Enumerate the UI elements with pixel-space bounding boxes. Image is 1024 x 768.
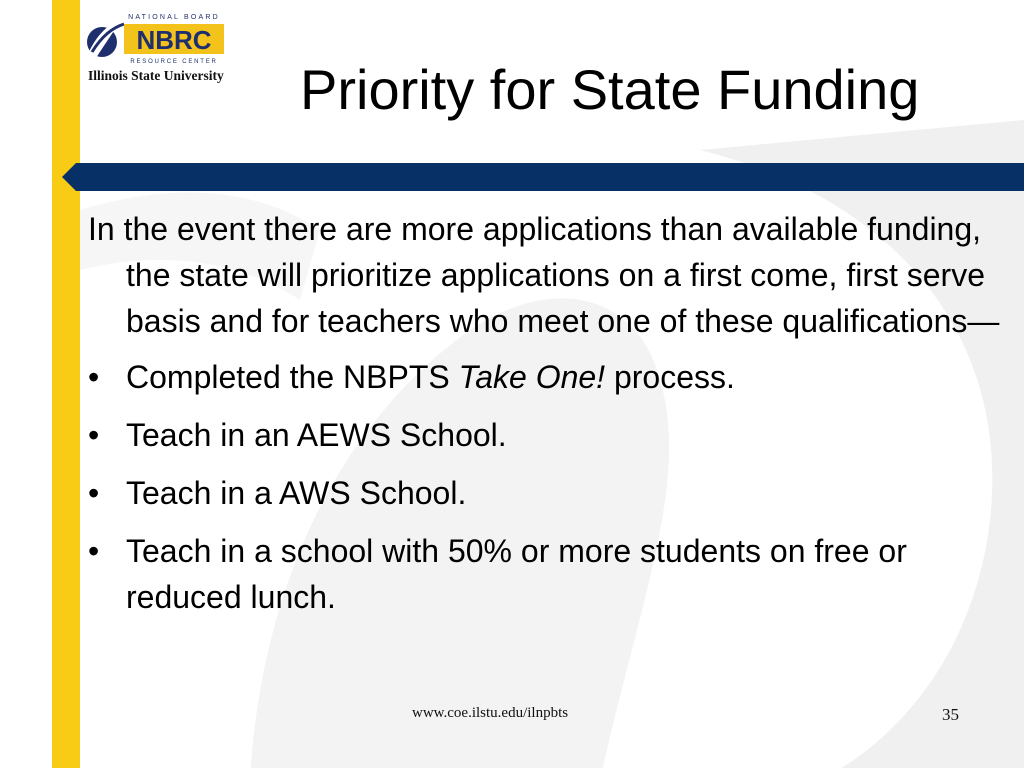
title-rule [62,163,1024,191]
list-item-text: Teach in a AWS School. [126,475,467,511]
nbrc-logo [82,0,262,88]
list-item-text: process. [605,359,735,395]
bullet-glyph: • [88,417,100,453]
list-item [88,412,1008,458]
list-item [88,528,1008,620]
logo-mark-text: NBRC [136,25,212,55]
body-content [88,206,1008,632]
logo-bottom-text: RESOURCE CENTER [130,59,218,65]
university-name: Illinois State University [88,68,224,83]
list-item-text: Teach in a school with 50% or more students on free or reduced lunch. [126,533,907,615]
list-item [88,470,1008,516]
intro-paragraph: In the event there are more applications than available funding, the state will prioritize applications on a first come, first serve basis and for teachers who meet one of these qualifications— [88,211,1000,339]
list-item-text: Teach in an AEWS School. [126,417,507,453]
swirl-icon [87,20,124,58]
page-number: 35 [942,705,959,724]
logo-top-text: NATIONAL BOARD [128,14,220,21]
bullet-glyph: • [88,359,100,395]
bullet-glyph: • [88,533,100,569]
accent-bar [52,0,80,768]
list-item [88,354,1008,400]
footer-url: www.coe.ilstu.edu/ilnpbts [412,705,569,721]
qualification-list [88,354,1008,620]
list-item-text: Completed the NBPTS [126,359,459,395]
program-name: Take One! [458,359,606,395]
bullet-glyph: • [88,475,100,511]
nbrc-logo-mark [84,2,260,68]
slide-title: Priority for State Funding [300,58,920,121]
